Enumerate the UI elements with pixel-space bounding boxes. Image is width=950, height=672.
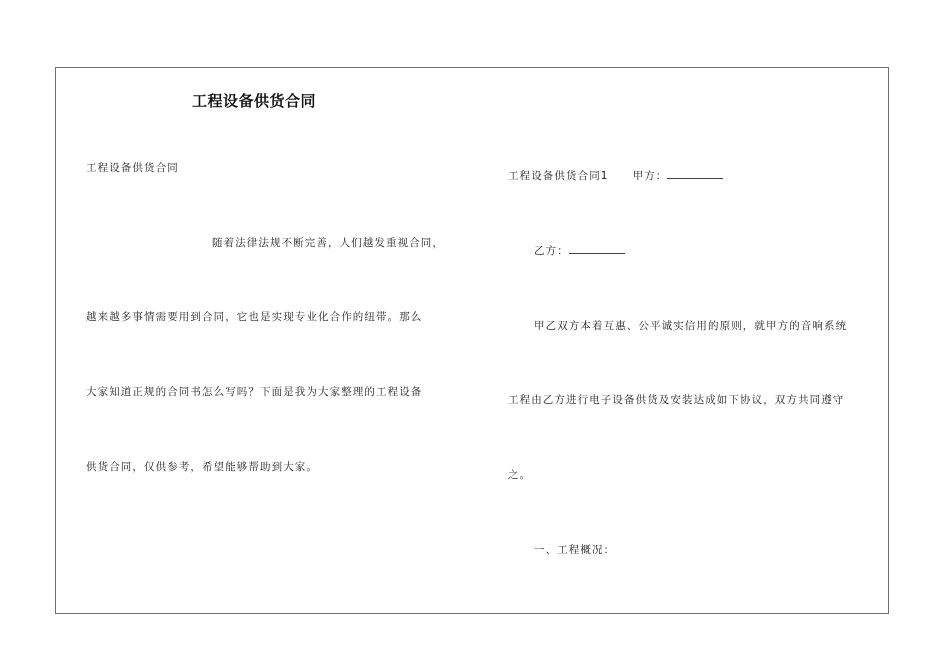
page-frame — [55, 67, 889, 614]
left-heading: 工程设备供货合同 — [86, 162, 179, 174]
contract-heading: 工程设备供货合同1 — [508, 170, 609, 182]
party-a-label: 甲方： — [632, 170, 668, 182]
right-paragraph-line-3: 之。 — [508, 469, 532, 481]
party-b-blank — [569, 244, 625, 254]
left-paragraph-line-4: 供货合同，仅供参考，希望能够帮助到大家。 — [86, 461, 318, 473]
left-paragraph-line-2: 越来越多事情需要用到合同，它也是实现专业化合作的纽带。那么 — [86, 311, 423, 323]
right-paragraph-line-2: 工程由乙方进行电子设备供货及安装达成如下协议，双方共同遵守 — [508, 394, 845, 406]
contract-heading-line — [508, 168, 723, 183]
section-1-heading: 一、工程概况： — [534, 544, 616, 556]
left-paragraph-line-1: 随着法律法规不断完善，人们越发重视合同， — [212, 237, 444, 249]
left-paragraph-line-3: 大家知道正规的合同书怎么写吗？下面是我为大家整理的工程设备 — [86, 386, 423, 398]
right-paragraph-line-1: 甲乙双方本着互惠、公平诚实信用的原则，就甲方的音响系统 — [534, 320, 848, 332]
party-b-label: 乙方： — [534, 245, 569, 257]
party-b-line — [534, 243, 625, 258]
party-a-blank — [667, 169, 723, 179]
document-title: 工程设备供货合同 — [192, 92, 317, 110]
